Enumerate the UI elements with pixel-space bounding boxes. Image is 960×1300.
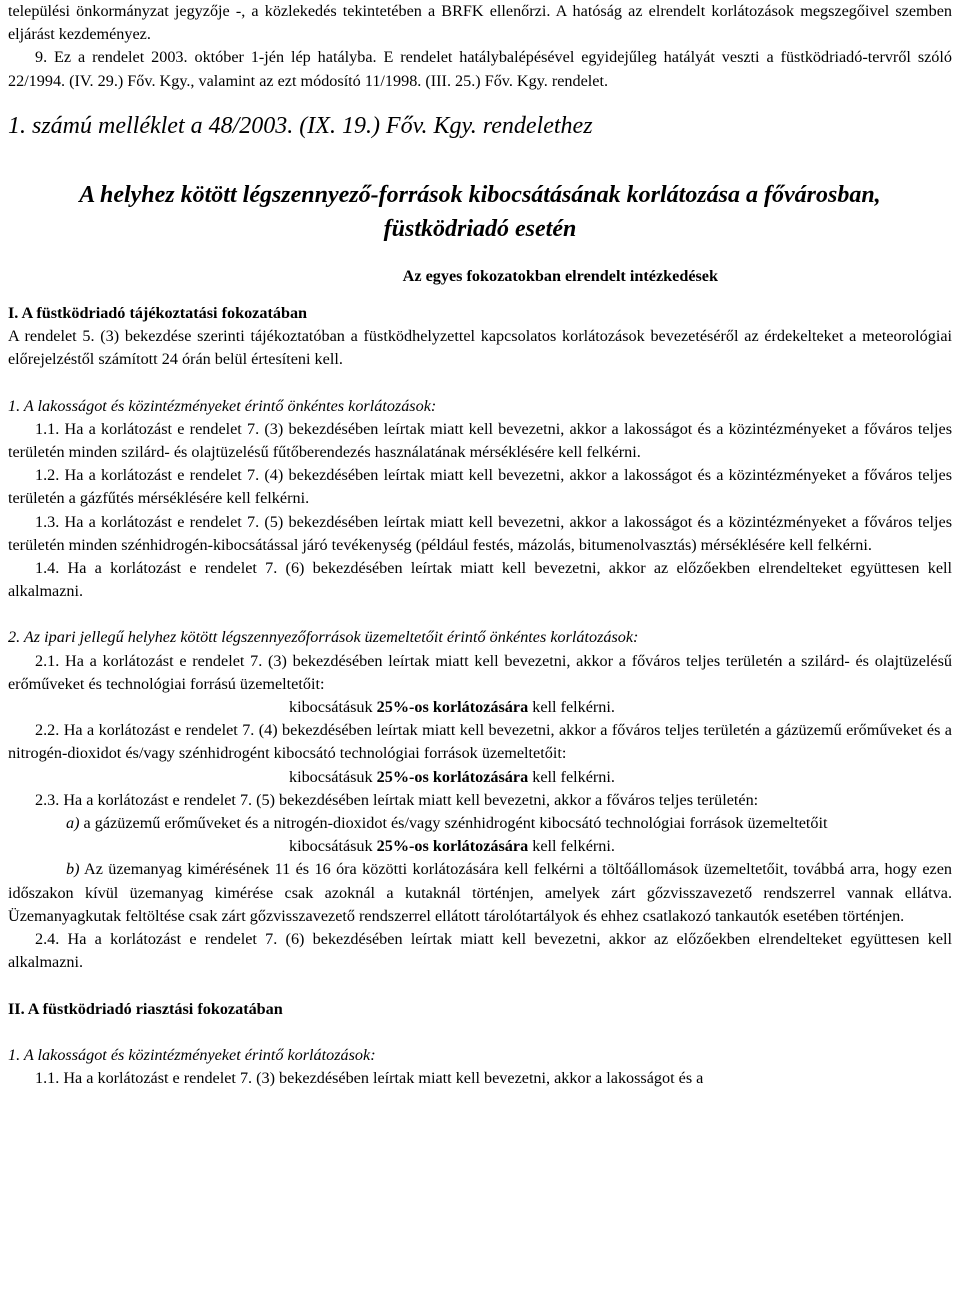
item-1-4: 1.4. Ha a korlátozást e rendelet 7. (6) bekezdésében leírtak miatt kell bevezetni, akkor az előzőekben elrendelteket együttesen kell alkalmazni. [8, 559, 952, 601]
section-2-heading: II. A füstködriadó riasztási fokozatában [8, 999, 283, 1018]
item-2-3-a: a) a gázüzemű erőműveket és a nitrogén-dioxidot és/vagy szénhidrogént kibocsátó technológiai források üzemeltetőit [66, 814, 828, 833]
emission-line: kibocsátásuk 25%-os korlátozására kell felkérni. [289, 767, 615, 786]
intro-paragraph: települési önkormányzat jegyzője -, a közlekedés tekintetében a BRFK ellenőrzi. A hatóság az elrendelt korlátozások megszegőivel szemben eljárást kezdeményez. [8, 2, 952, 44]
item-2-1: 2.1. Ha a korlátozást e rendelet 7. (3) bekezdésében leírtak miatt kell bevezetni, akkor a főváros teljes területén a szilárd- és olajtüzelésű erőműveket és technológiai forrású üzemeltetőit: [8, 651, 952, 693]
annex-title: 1. számú melléklet a 48/2003. (IX. 19.) Főv. Kgy. rendelethez [8, 112, 593, 139]
main-title-line2: füstködriadó esetén [383, 215, 577, 242]
item-2-3-b: b) Az üzemanyag kimérésének 11 és 16 óra közötti korlátozására kell felkérni a töltőállomások üzemeltetőit, továbbá arra, hogy ezen időszakon kívül üzemanyag kimérése csak azoknál a kutaknál történjen, amelyek zárt gőzvisszavezető rendszerrel vannak ellátva. Üzemanyagkutak feltöltése csak zárt gőzvisszavezető rendszerrel ellátott tárolótartályok és ehhez csatlakozó tankautók esetében történjen. [8, 860, 952, 925]
item-1-1: 1.1. Ha a korlátozást e rendelet 7. (3) bekezdésében leírtak miatt kell bevezetni, akkor a lakosságot és a közintézményeket a főváros teljes területén minden szilárd- és olajtüzelésű fűtőberendezés használatának mérséklésére kell felkérni. [8, 419, 952, 462]
item-1-2: 1.2. Ha a korlátozást e rendelet 7. (4) bekezdésében leírtak miatt kell bevezetni, akkor a lakosságot és a közintézményeket a főváros teljes területén a gázfűtés mérséklésére kell felkérni. [8, 466, 952, 508]
measures-subheading: Az egyes fokozatokban elrendelt intézkedések [402, 266, 718, 285]
item-2-3: 2.3. Ha a korlátozást e rendelet 7. (5) bekezdésében leírtak miatt kell bevezetni, akkor a főváros teljes területén: [35, 790, 759, 809]
section-1-part-2-heading: 2. Az ipari jellegű helyhez kötött légszennyezőforrások üzemeltetőit érintő önkéntes korlátozások: [8, 628, 639, 647]
emission-line: kibocsátásuk 25%-os korlátozására kell felkérni. [289, 698, 615, 717]
main-title [8, 178, 952, 246]
item-1-3: 1.3. Ha a korlátozást e rendelet 7. (5) bekezdésében leírtak miatt kell bevezetni, akkor a lakosságot és a közintézményeket a főváros teljes területén minden szénhidrogén-kibocsátással járó tevékenység (például festés, mázolás, bitumenolvasztás) mérséklésére kell felkérni. [8, 512, 952, 554]
section-1-intro: A rendelet 5. (3) bekezdése szerinti tájékoztatóban a füstködhelyzettel kapcsolatos korlátozások bevezetéséről az érdekelteket a meteorológiai előrejelzéstől számított 24 órán belül értesíteni kell. [8, 327, 952, 369]
paragraph-9: 9. Ez a rendelet 2003. október 1-jén lép hatályba. E rendelet hatálybalépésével egyidejűleg hatályát veszti a füstködriadó-tervről szóló 22/1994. (IV. 29.) Főv. Kgy., valamint az ezt módosító 11/1998. (III. 25.) Főv. Kgy. rendelet. [8, 48, 952, 90]
section-1-part-1-heading: 1. A lakosságot és közintézményeket érintő önkéntes korlátozások: [8, 396, 437, 415]
section-2-part-1-heading: 1. A lakosságot és közintézményeket érintő korlátozások: [8, 1045, 376, 1064]
emission-line: kibocsátásuk 25%-os korlátozására kell felkérni. [289, 837, 615, 856]
item-2-2: 2.2. Ha a korlátozást e rendelet 7. (4) bekezdésében leírtak miatt kell bevezetni, akkor a főváros teljes területén a gázüzemű erőműveket és a nitrogén-dioxidot és/vagy szénhidrogént kibocsátó technológiai források üzemeltetőit: [8, 721, 952, 763]
main-title-line1: A helyhez kötött légszennyező-források kibocsátásának korlátozása a fővárosban, [79, 181, 881, 208]
section-1-heading: I. A füstködriadó tájékoztatási fokozatában [8, 304, 308, 323]
section-2-item-1-1: 1.1. Ha a korlátozást e rendelet 7. (3) bekezdésében leírtak miatt kell bevezetni, akkor a lakosságot és a [35, 1068, 704, 1087]
item-2-4: 2.4. Ha a korlátozást e rendelet 7. (6) bekezdésében leírtak miatt kell bevezetni, akkor az előzőekben elrendelteket együttesen kell alkalmazni. [8, 930, 952, 972]
